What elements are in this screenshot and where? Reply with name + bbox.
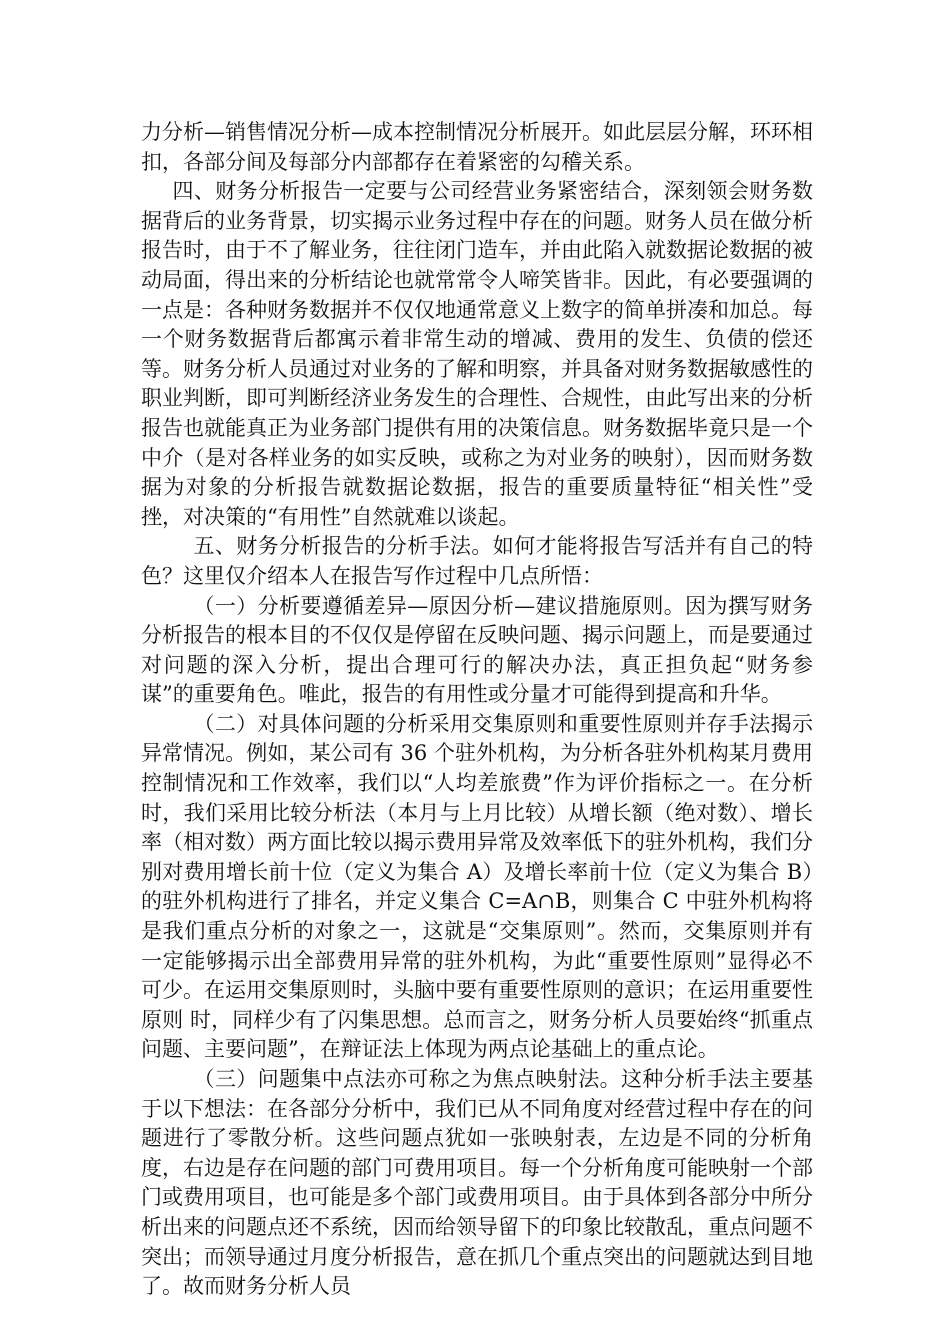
paragraph-section-five: 五、财务分析报告的分析手法。如何才能将报告写活并有自己的特色？这里仅介绍本人在报告写作过程中几点所悟：: [141, 534, 813, 588]
paragraph-section-four: 四、财务分析报告一定要与公司经营业务紧密结合，深刻领会财务数据背后的业务背景，切实揭示业务过程中存在的问题。财务人员在做分析报告时，由于不了解业务，往往闭门造车，并由此陷入就数据论数据的被动局面，得出来的分析结论也就常常令人啼笑皆非。因此，有必要强调的一点是：各种财务数据并不仅仅地通常意义上数字的简单拼凑和加总。每一个财务数据背后都寓示着非常生动的增减、费用的发生、负债的偿还等。财务分析人员通过对业务的了解和明察，并具备对财务数据敏感性的职业判断，即可判断经济业务发生的合理性、合规性，由此写出来的分析报告也就能真正为业务部门提供有用的决策信息。财务数据毕竟只是一个中介（是对各样业务的如实反映，或称之为对业务的映射），因而财务数据为对象的分析报告就数据论数据，报告的重要质量特征“相关性”受挫，对决策的“有用性”自然就难以谈起。: [141, 179, 813, 529]
paragraph-subsection-three: （三）问题集中点法亦可称之为焦点映射法。这种分析手法主要基于以下想法：在各部分分析中，我们已从不同角度对经营过程中存在的问题进行了零散分析。这些问题点犹如一张映射表，左边是不同的分析角度，右边是存在问题的部门可费用项目。每一个分析角度可能映射一个部门或费用项目，也可能是多个部门或费用项目。由于具体到各部分中所分析出来的问题点还不系统，因而给领导留下的印象比较散乱，重点问题不突出；而领导通过月度分析报告，意在抓几个重点突出的问题就达到目地了。故而财务分析人员: [141, 1067, 813, 1299]
paragraph-subsection-two: （二）对具体问题的分析采用交集原则和重要性原则并存手法揭示异常情况。例如，某公司有 36 个驻外机构，为分析各驻外机构某月费用控制情况和工作效率，我们以“人均差旅费”作为评价指标之一。在分析时，我们采用比较分析法（本月与上月比较）从增长额（绝对数）、增长率（相对数）两方面比较以揭示费用异常及效率低下的驻外机构，我们分别对费用增长前十位（定义为集合 A）及增长率前十位（定义为集合 B）的驻外机构进行了排名，并定义集合 C=A∩B，则集合 C 中驻外机构将是我们重点分析的对象之一，这就是“交集原则”。然而，交集原则并有一定能够揭示出全部费用异常的驻外机构，为此“重要性原则”显得必不可少。在运用交集原则时，头脑中要有重要性原则的意识；在运用重要性原则 时，同样少有了闪集思想。总而言之，财务分析人员要始终“抓重点问题、主要问题”，在辩证法上体现为两点论基础上的重点论。: [141, 711, 813, 1062]
document-body: [141, 118, 813, 1302]
paragraph-subsection-one: （一）分析要遵循差异—原因分析—建议措施原则。因为撰写财务分析报告的根本目的不仅仅是停留在反映问题、揭示问题上，而是要通过对问题的深入分析，提出合理可行的解决办法，真正担负起“财务参谋”的重要角色。唯此，报告的有用性或分量才可能得到提高和升华。: [141, 593, 813, 707]
paragraph-continuation: 力分析—销售情况分析—成本控制情况分析展开。如此层层分解，环环相扣，各部分间及每部分内部都存在着紧密的勾稽关系。: [141, 120, 813, 174]
